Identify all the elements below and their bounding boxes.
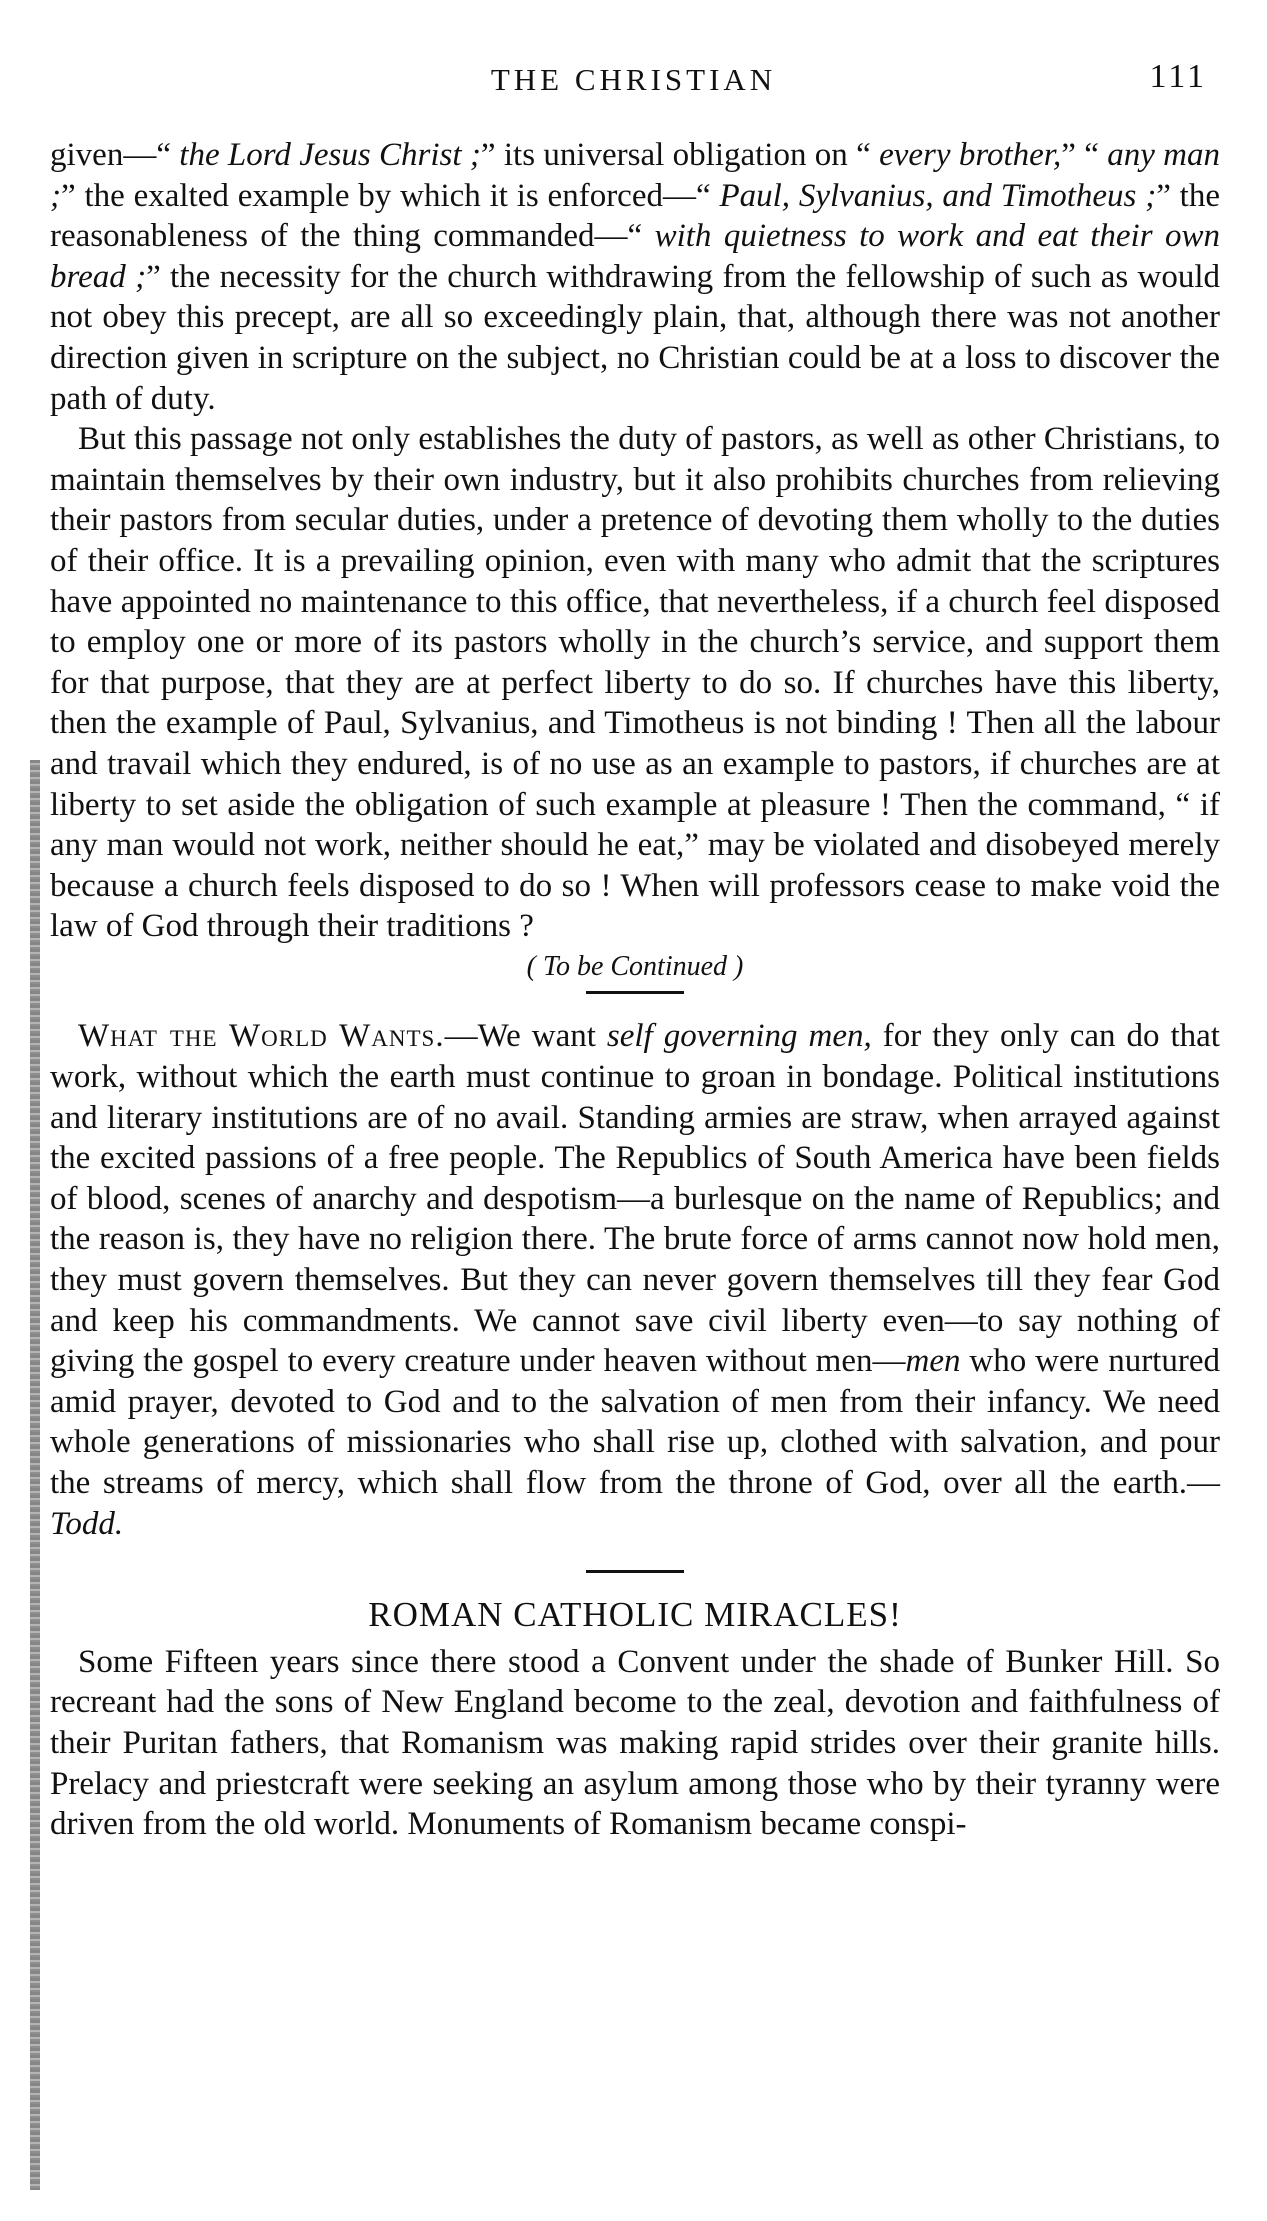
binding-edge — [30, 760, 40, 2190]
section-divider — [586, 1570, 684, 1573]
article3-title: ROMAN CATHOLIC MIRACLES! — [368, 1595, 902, 1635]
page-number: 111 — [1149, 58, 1207, 95]
article1-paragraph-2: But this passage not only establishes the duty of pastors, as well as other Christians, to maintain themselves by their own industry, but it also prohibits churches from relieving their pastors from secular duties, under a pretence of devoting them wholly to the duties of their office. It is a prevailing opinion, even with many who admit that the scriptures have appointed no maintenance to this office, that nevertheless, if a church feel disposed to employ one or more of its pastors wholly in the church’s service, and support them for that purpose, that they are at perfect liberty to do so. If churches have this liberty, then the example of Paul, Sylvanius, and Timotheus is not binding ! Then all the labour and travail which they endured, is of no use as an example to pastors, if churches are at liberty to set aside the obligation of such example at pleasure ! Then the command, “ if any man would not work, neither should he eat,” may be violated and disobeyed merely because a church feels disposed to do so ! When will professors cease to make void the law of God through their traditions ? — [50, 421, 1220, 945]
to-be-continued: ( To be Continued ) — [526, 950, 744, 982]
page-header — [0, 58, 1267, 108]
article3-paragraph: Some Fifteen years since there stood a Convent under the shade of Bunker Hill. So recreant had the sons of New England become to the zeal, devotion and faithfulness of their Puritan fathers, that Romanism was making rapid strides over their granite hills. Prelacy and priestcraft were seeking an asylum among those who by their tyranny were driven from the old world. Monuments of Romanism became conspi- — [50, 1643, 1220, 1843]
article1-paragraph-1: given—“ the Lord Jesus Christ ;” its universal obligation on “ every brother,” “ any man ;” the exalted example by which it is enforced—“ Paul, Sylvanius, and Timotheus ;” the reasonableness of the thing commanded—“ with quietness to work and eat their own bread ;” the necessity for the church withdrawing from the fellowship of such as would not obey this precept, are all so exceedingly plain, that, although there was not another direction given in scripture on the subject, no Christian could be at a loss to discover the path of duty. — [50, 137, 1220, 417]
article2-paragraph: What the World Wants.—We want self governing men, for they only can do that work, without which the earth must continue to groan in bondage. Political institutions and literary institutions are of no avail. Standing armies are straw, when arrayed against the excited passions of a free people. The Republics of South America have been fields of blood, scenes of anarchy and despotism—a burlesque on the name of Republics; and the reason is, they have no religion there. The brute force of arms cannot now hold men, they must govern themselves. But they can never govern themselves till they fear God and keep his commandments. We cannot save civil liberty even—to say nothing of giving the gospel to every creature under heaven without men—men who were nurtured amid prayer, devoted to God and to the salvation of men from their infancy. We need whole generations of missionaries who shall rise up, clothed with salvation, and pour the streams of mercy, which shall flow from the throne of God, over all the earth.—Todd. — [50, 1018, 1220, 1542]
running-head: THE CHRISTIAN — [490, 62, 777, 97]
section-divider — [586, 991, 684, 994]
article2-heading: What the World Wants. — [78, 1018, 445, 1055]
page-body — [50, 135, 1220, 1845]
